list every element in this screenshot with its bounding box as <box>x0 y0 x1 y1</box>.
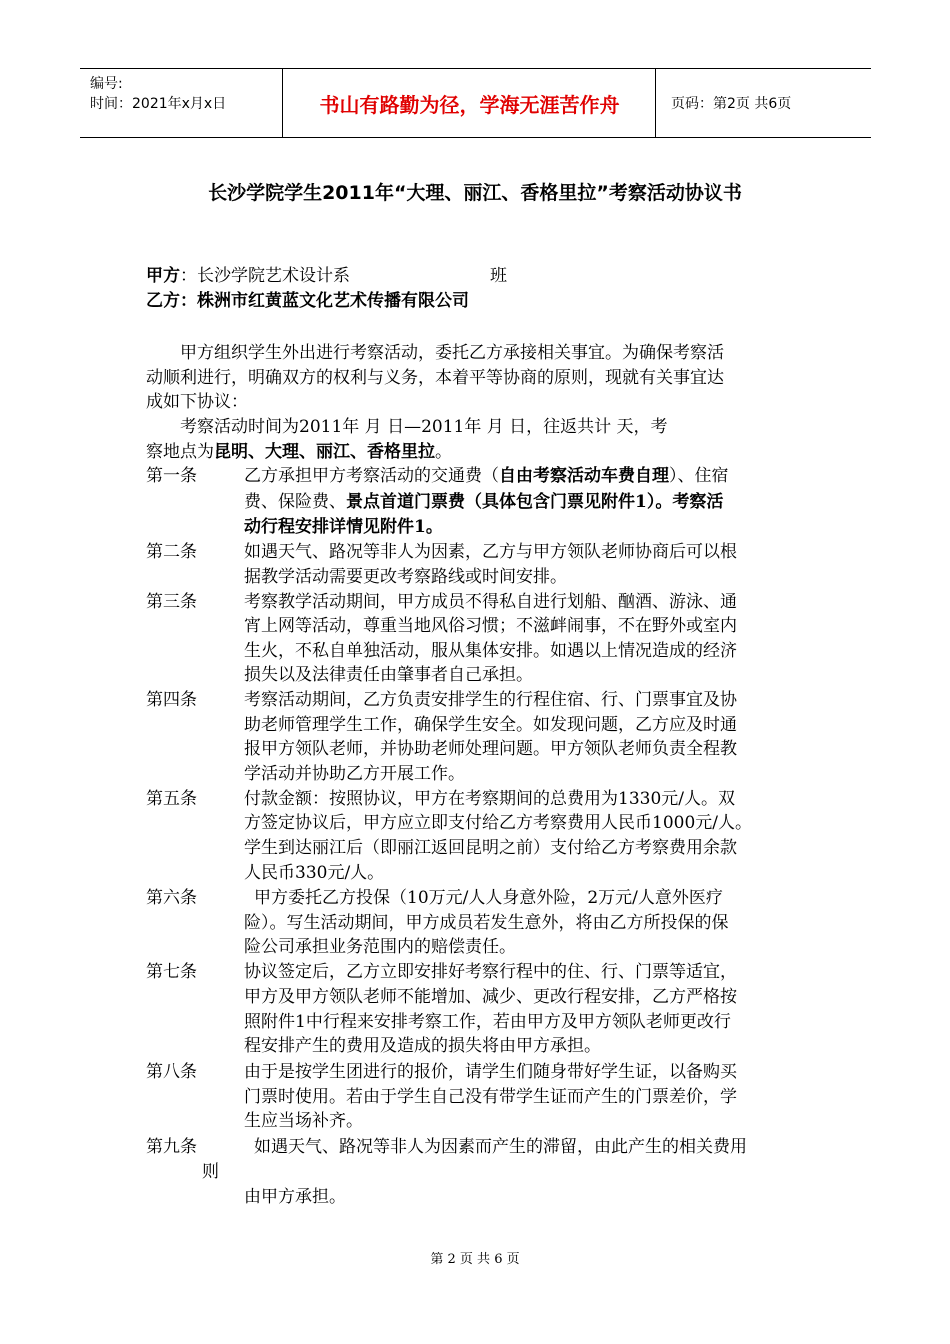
article-line: 生火，不私自单独活动，服从集体安排。如遇以上情况造成的经济 <box>244 641 737 661</box>
article-line: 则 <box>202 1162 219 1182</box>
article-label: 第二条 <box>146 542 197 562</box>
article-line: 付款金额：按照协议，甲方在考察期间的总费用为1330元/人。双 <box>244 789 735 809</box>
article-line: 考察教学活动期间，甲方成员不得私自进行划船、酗酒、游泳、通 <box>244 592 737 612</box>
party-a-label: 甲方 <box>146 266 180 286</box>
header-divider <box>655 69 656 137</box>
article-label: 第五条 <box>146 789 197 809</box>
intro-text: 。 <box>435 442 452 462</box>
article-line: 助老师管理学生工作，确保学生安全。如发现问题，乙方应及时通 <box>244 715 737 735</box>
article-line: 如遇天气、路况等非人为因素而产生的滞留，由此产生的相关费用 <box>254 1137 747 1157</box>
article-line: 甲方及甲方领队老师不能增加、减少、更改行程安排，乙方严格按 <box>244 987 737 1007</box>
article-line: 报甲方领队老师，并协助老师处理问题。甲方领队老师负责全程教 <box>244 739 737 759</box>
article-line: 甲方委托乙方投保（10万元/人人身意外险，2万元/人意外医疗 <box>254 888 723 908</box>
article-line: 如遇天气、路况等非人为因素，乙方与甲方领队老师协商后可以根 <box>244 542 737 562</box>
page-title: 长沙学院学生2011年“大理、丽江、香格里拉”考察活动协议书 <box>208 182 742 204</box>
header-meta-cell <box>80 69 282 137</box>
article-line <box>244 490 723 514</box>
article-text: 乙方承担甲方考察活动的交通费（ <box>244 466 499 486</box>
party-a-line <box>146 264 350 288</box>
article-label: 第九条 <box>146 1137 197 1157</box>
article-line: 照附件1中行程来安排考察工作，若由甲方及甲方领队老师更改行 <box>244 1012 731 1032</box>
article-label: 第七条 <box>146 962 197 982</box>
article-line: 门票时使用。若由于学生自己没有带学生证而产生的门票差价，学 <box>244 1087 737 1107</box>
party-b-line: 乙方：株洲市红黄蓝文化艺术传播有限公司 <box>146 291 469 311</box>
article-line: 程安排产生的费用及造成的损失将由甲方承担。 <box>244 1036 601 1056</box>
article-label: 第六条 <box>146 888 197 908</box>
party-a-class: 班 <box>490 266 507 286</box>
article-line: 由甲方承担。 <box>244 1187 346 1207</box>
intro-line: 甲方组织学生外出进行考察活动，委托乙方承接相关事宜。为确保考察活 <box>180 343 724 363</box>
article-line: 险公司承担业务范围内的赔偿责任。 <box>244 937 516 957</box>
page-footer: 第 2 页 共 6 页 <box>430 1252 520 1267</box>
article-line: 损失以及法律责任由肇事者自己承担。 <box>244 665 533 685</box>
time-label: 时间：2021年x月x日 <box>90 96 227 112</box>
article-line: 由于是按学生团进行的报价，请学生们随身带好学生证，以备购买 <box>244 1062 737 1082</box>
article-text: ）、住宿 <box>669 466 729 486</box>
article-line: 考察活动期间，乙方负责安排学生的行程住宿、行、门票事宜及协 <box>244 690 737 710</box>
intro-line <box>146 440 452 464</box>
article-label: 第八条 <box>146 1062 197 1082</box>
article-line: 险）。写生活动期间，甲方成员若发生意外，将由乙方所投保的保 <box>244 913 729 933</box>
article-line: 宵上网等活动，尊重当地风俗习惯；不滋衅闹事，不在野外或室内 <box>244 616 737 636</box>
article-line <box>244 464 729 488</box>
article-line: 方签定协议后，甲方应立即支付给乙方考察费用人民币1000元/人。 <box>244 813 752 833</box>
party-a-value: ：长沙学院艺术设计系 <box>180 266 350 286</box>
article-bold-text: 自由考察活动车费自理 <box>499 466 669 486</box>
intro-line: 成如下协议： <box>146 392 248 412</box>
article-line: 学活动并协助乙方开展工作。 <box>244 764 465 784</box>
article-bold-text: 景点首道门票费（具体包含门票见附件1）。考察活 <box>346 492 724 512</box>
intro-locations: 昆明、大理、丽江、香格里拉 <box>214 442 435 462</box>
article-line: 学生到达丽江后（即丽江返回昆明之前）支付给乙方考察费用余款 <box>244 838 737 858</box>
article-text: 费、保险费、 <box>244 492 346 512</box>
intro-line: 考察活动时间为2011年 月 日—2011年 月 日，往返共计 天，考 <box>180 417 668 437</box>
number-label: 编号: <box>90 76 123 92</box>
article-label: 第四条 <box>146 690 197 710</box>
article-line: 生应当场补齐。 <box>244 1111 363 1131</box>
document-header <box>80 68 871 138</box>
intro-text: 察地点为 <box>146 442 214 462</box>
article-line: 人民币330元/人。 <box>244 863 385 883</box>
header-motto: 书山有路勤为径，学海无涯苦作舟 <box>319 92 620 117</box>
article-line: 协议签定后，乙方立即安排好考察行程中的住、行、门票等适宜， <box>244 962 737 982</box>
page-info-text: 页码：第2页 共6页 <box>671 96 792 112</box>
article-line: 据教学活动需要更改考察路线或时间安排。 <box>244 567 567 587</box>
intro-line: 动顺利进行，明确双方的权利与义务，本着平等协商的原则，现就有关事宜达 <box>146 368 724 388</box>
header-page-info <box>663 69 871 137</box>
article-label: 第一条 <box>146 466 197 486</box>
article-line: 动行程安排详情见附件1。 <box>244 517 443 537</box>
article-label: 第三条 <box>146 592 197 612</box>
